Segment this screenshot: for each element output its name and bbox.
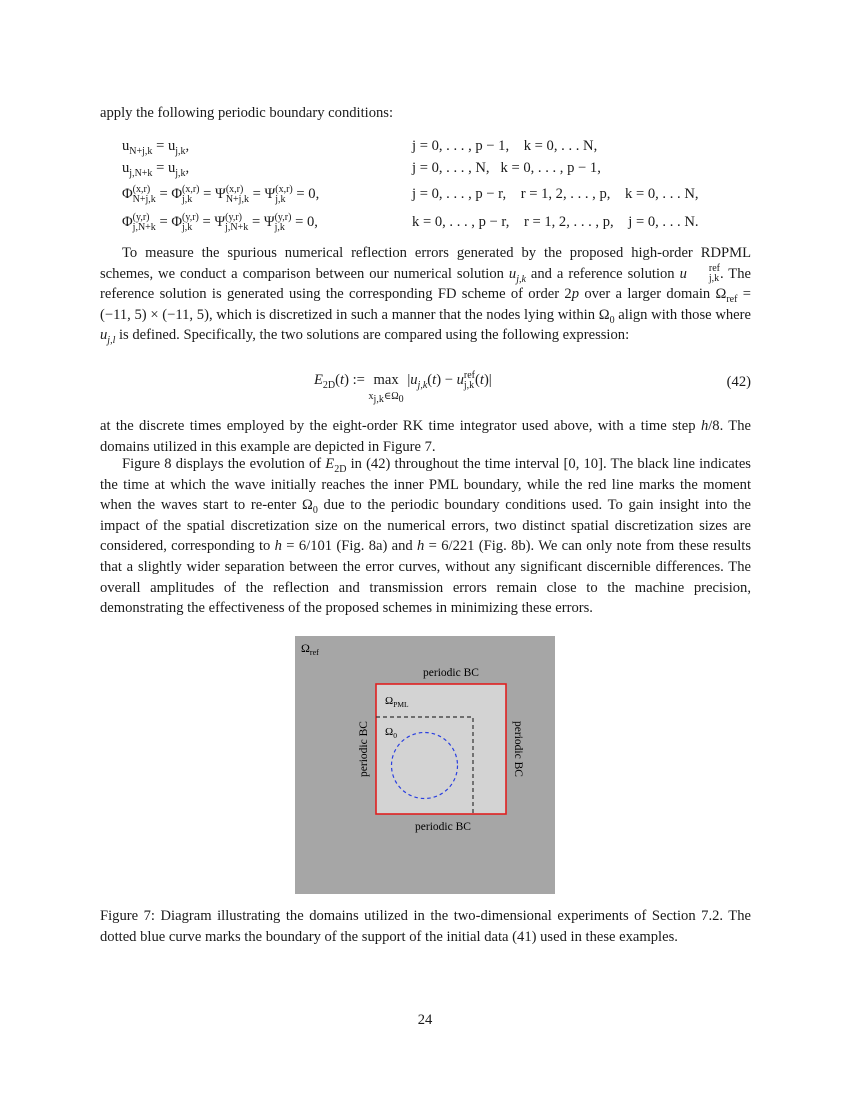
- max-operator: [369, 370, 404, 403]
- intro-line: apply the following periodic boundary conditions:: [100, 105, 394, 121]
- paragraph-reflection-errors: To measure the spurious numerical reflection errors generated by the proposed high-order RDPML schemes, we conduct a comparison between our numerical solution $u_{j,k}$ and a reference solution u ref j,k . The reference solution is generated using the corresponding FD scheme of order 2p over a larger domain $\Omega_{ref} = (-11$, 5) × (−11, 5), which is discretized in such a manner that the nodes lying within $\Omega_0$ align with those where $u_{j,l}$ is defined. Specifically, the two solutions are compared using the following expression:: [100, 245, 751, 347]
- bc-rhs: j = 0, . . . , N, k = 0, . . . , p − 1,: [412, 160, 601, 176]
- bc-row: [122, 136, 752, 158]
- omega-ref-label: $\Omega_{ref}$: [301, 641, 319, 657]
- equation-number: (42): [726, 374, 751, 390]
- bc-lhs: $u_{j,N+k} = u_{j,k}$,: [122, 160, 190, 179]
- bc-row: [122, 184, 752, 206]
- paragraph-time-integrator: at the discrete times employed by the eight-order RK time integrator used above, with a time step h/8. The domains utilized in this example are depicted in Figure 7.: [100, 418, 751, 455]
- bc-rhs: j = 0, . . . , p − r, r = 1, 2, . . . , p, k = 0, . . . N,: [412, 186, 699, 202]
- equation-42: [100, 370, 751, 410]
- domain-diagram: [295, 636, 555, 896]
- equation-42-body: [314, 370, 492, 403]
- max-subscript: $x_{j,k}\in\Omega_0$: [368, 390, 404, 405]
- figure-caption: Figure 7: Diagram illustrating the domains utilized in the two-dimensional experiments of Section 7.2. The dotted blue curve marks the boundary of the support of the initial data (41) used in these examples.: [100, 908, 751, 945]
- page-number: 24: [417, 1012, 433, 1028]
- bc-lhs: Φ (x,r) N+j,k = Φ (x,r) j,k = Ψ (x,r) N+j,k = Ψ (x,r) j,k = 0,: [122, 183, 320, 205]
- paragraph-figure-8: Figure 8 displays the evolution of $E_{2D}$ in (42) throughout the time interval [0, 10]. The black line indicates the time at which the wave initially reaches the inner PML boundary, while the red line marks the moment when the waves start to re-enter $\Omega_0$ due to the periodic boundary conditions used. To gain insight into the impact of the spatial discretization size on the numerical errors, two distinct spatial discretization sizes are considered, corresponding to h = 6/101 (Fig. 8a) and h = 6/221 (Fig. 8b). We can only note from these results that a slightly wider separation between the error curves, without any significant discernible differences. The overall amplitudes of the reflection and transmission errors remain close to the machine precision, demonstrating the effectiveness of the proposed schemes in minimizing these errors.: [100, 456, 752, 617]
- bc-rhs: j = 0, . . . , p − 1, k = 0, . . . N,: [412, 138, 598, 154]
- periodic-bc-right: periodic BC: [512, 721, 524, 777]
- bc-rhs: k = 0, . . . , p − r, r = 1, 2, . . . , p, j = 0, . . . N.: [412, 214, 699, 230]
- bc-lhs: $u_{N+j,k} = u_{j,k}$,: [122, 138, 190, 157]
- bc-row: [122, 212, 752, 234]
- periodic-bc-bottom: periodic BC: [415, 821, 471, 833]
- equation-42-rhs: $|u_{j,k}(t) - u$ ref j,k (t)|: [407, 369, 492, 391]
- bc-lhs: Φ (y,r) j,N+k = Φ (y,r) j,k = Ψ (y,r) j,N+k = Ψ (y,r) j,k = 0,: [122, 211, 318, 233]
- omega-0-label: $\Omega_0$: [385, 726, 397, 740]
- equation-42-lhs: $E_{2D}(t)$ :=: [314, 372, 365, 391]
- periodic-bc-left: periodic BC: [358, 721, 370, 777]
- max-label: max: [373, 372, 399, 388]
- omega-pml-label: $\Omega_{PML}$: [385, 695, 409, 709]
- bc-row: [122, 158, 752, 180]
- periodic-bc-top: periodic BC: [423, 667, 479, 679]
